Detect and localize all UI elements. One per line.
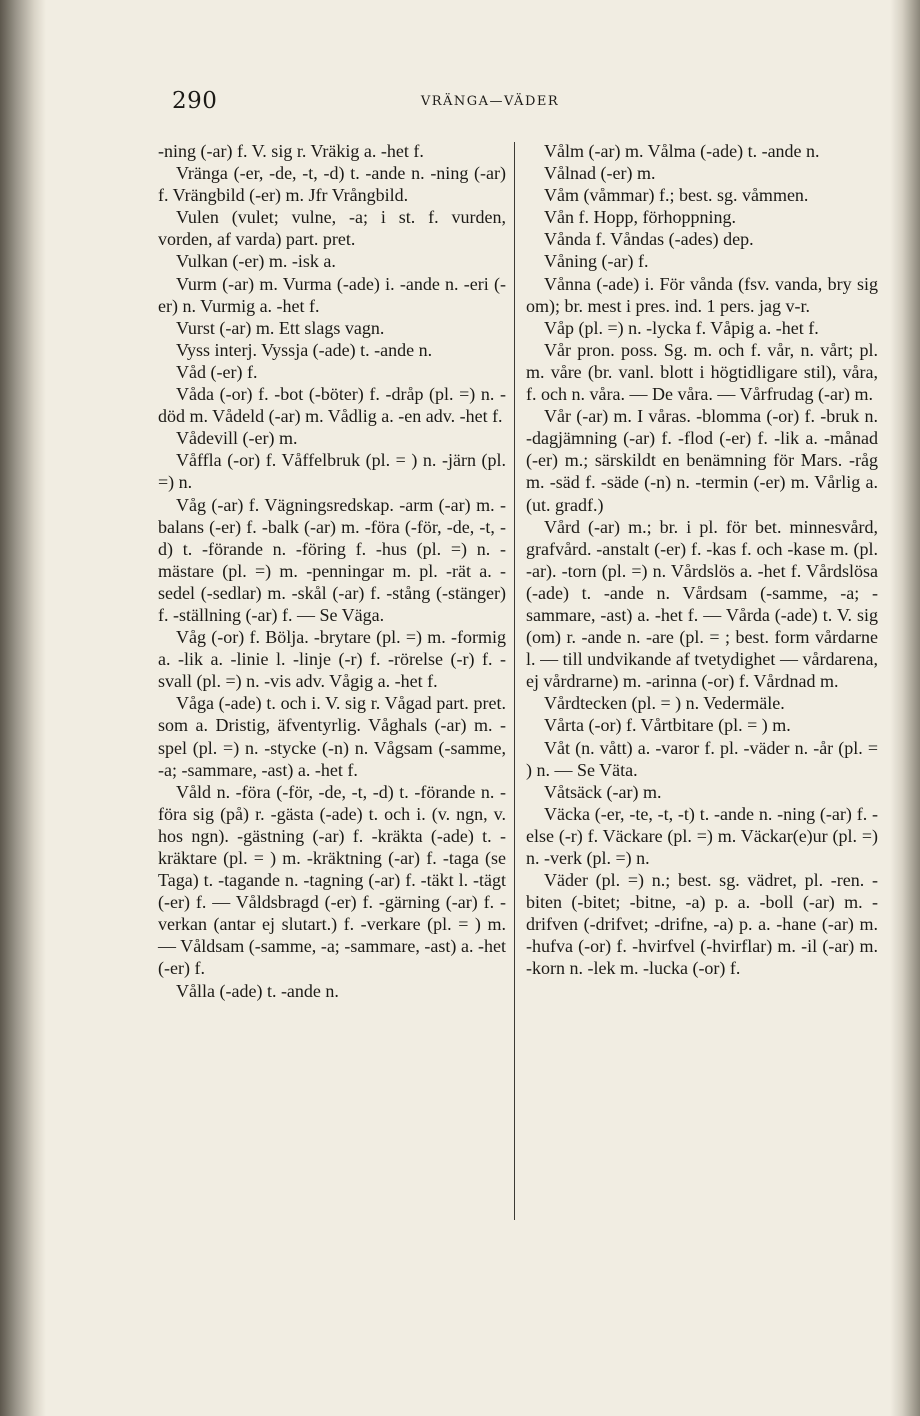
dictionary-entry: Våm (våmmar) f.; best. sg. våmmen.: [544, 185, 809, 206]
dictionary-entry: Vår (-ar) m. I våras. -blomma (-or) f. -bruk n. -dagjämning (-ar) f. -flod (-er) f. -lik a. -månad (-er) m.; särskildt en benämning för Mars. -råg m. -säd f. -säde (-n) n. -termin (-er) m. Vårlig a. (ut. gradf.): [526, 406, 878, 515]
dictionary-entry: -ning (-ar) f. V. sig r. Vräkig a. -het f.: [158, 141, 424, 161]
dictionary-entry: Vånna (-ade) i. För vånda (fsv. vanda, bry sig om); br. mest i pres. ind. 1 pers. jag v-r.: [526, 273, 878, 316]
dictionary-entry: Våga (-ade) t. och i. V. sig r. Vågad part. pret. som a. Dristig, äfventyrlig. Våghals (-ar) m. -spel (pl. =) n. -stycke (-n) n. Vågsam (-samme, -a; -sammare, -ast) a. -het f.: [158, 693, 506, 780]
dictionary-entry: Vulen (vulet; vulne, -a; i st. f. vurden, vorden, af varda) part. pret.: [158, 207, 506, 250]
dictionary-entry: Vårta (-or) f. Vårtbitare (pl. = ) m.: [544, 715, 791, 736]
dictionary-entry: Vård (-ar) m.; br. i pl. för bet. minnesvård, grafvård. -anstalt (-er) f. -kas f. och -kase m. (pl. -ar). -torn (pl. =) n. Vårdslös a. -het f. Vårdslösa (-ade) t. -ande n. Vårdsam (-samme, -a; -sammare, -ast) a. -het f. — Vårda (-ade) t. V. sig (om) r. -ande n. -are (pl. = ; best. form vårdarne l. — till undvikande af tvetydighet — vårdarena, ej vårdrarne) m. -arinna (-or) f. Vårdnad m.: [526, 516, 878, 692]
dictionary-entry: Vålnad (-er) m.: [544, 163, 656, 184]
dictionary-entry: Vyss interj. Vyssja (-ade) t. -ande n.: [176, 339, 433, 360]
right-column: [526, 140, 878, 980]
dictionary-entry: Väcka (-er, -te, -t, -t) t. -ande n. -ning (-ar) f. -else (-r) f. Väckare (pl. =) m. Väckar(e)ur (pl. =) n. -verk (pl. =) n.: [526, 803, 878, 868]
dictionary-entry: Våffla (-or) f. Våffelbruk (pl. = ) n. -järn (pl. =) n.: [158, 450, 506, 493]
dictionary-entry: Våd (-er) f.: [176, 361, 258, 382]
dictionary-entry: Vålm (-ar) m. Vålma (-ade) t. -ande n.: [544, 141, 820, 161]
dictionary-entry: Vårdtecken (pl. = ) n. Vedermäle.: [544, 693, 785, 714]
dictionary-entry: Våda (-or) f. -bot (-böter) f. -dråp (pl. =) n. -död m. Vådeld (-ar) m. Vådlig a. -en adv. -het f.: [158, 384, 506, 427]
dictionary-entry: Våg (-or) f. Bölja. -brytare (pl. =) m. -formig a. -lik a. -linie l. -linje (-r) f. -rörelse (-r) f. -svall (pl. =) n. -vis adv. Vågig a. -het f.: [158, 627, 506, 692]
page-number: 290: [172, 88, 218, 114]
running-head: VRÄNGA—VÄDER: [420, 94, 560, 109]
dictionary-entry: Våtsäck (-ar) m.: [544, 781, 662, 802]
scan-edge-right: [890, 0, 920, 1416]
dictionary-entry: Våld n. -föra (-för, -de, -t, -d) t. -förande n. -föra sig (på) r. -gästa (-ade) t. och i. (v. ngn, v. hos ngn). -gästning (-ar) f. -kräkta (-ade) t. -kräktare (pl. = ) m. -kräktning (-ar) f. -taga (se Taga) t. -tagande n. -tagning (-ar) f. -täkt l. -tägt (-er) f. — Våldsbragd (-er) f. -gärning (-ar) f. -verkan (antar ej slutart.) f. -verkare (pl. = ) m. — Våldsam (-samme, -a; -sammare, -ast) a. -het (-er) f.: [158, 781, 506, 979]
dictionary-entry: Vulkan (-er) m. -isk a.: [176, 251, 336, 272]
dictionary-entry: Våt (n. vått) a. -varor f. pl. -väder n. -år (pl. = ) n. — Se Väta.: [526, 737, 878, 780]
dictionary-entry: Vådevill (-er) m.: [176, 428, 298, 449]
dictionary-entry: Väder (pl. =) n.; best. sg. vädret, pl. -ren. -biten (-bitet; -bitne, -a) p. a. -boll (-ar) m. -drifven (-drifvet; -drifne, -a) p. a. -hane (-ar) m. -hufva (-or) f. -hvirfvel (-hvirflar) m. -il (-ar) m. -korn n. -lek m. -lucka (-or) f.: [526, 870, 878, 979]
column-divider: [514, 142, 515, 1220]
dictionary-entry: Vånda f. Våndas (-ades) dep.: [544, 229, 754, 250]
left-column: [158, 140, 506, 1002]
dictionary-entry: Vår pron. poss. Sg. m. och f. vår, n. vårt; pl. m. våre (br. vanl. blott i högtidligare stil), våra, f. och n. våra. — De våra. — Vårfrudag (-ar) m.: [526, 339, 878, 405]
dictionary-entry: Våning (-ar) f.: [544, 251, 649, 272]
dictionary-entry: Vån f. Hopp, förhoppning.: [544, 207, 736, 228]
scan-edge-left: [0, 0, 46, 1416]
dictionary-entry: Vurst (-ar) m. Ett slags vagn.: [176, 317, 385, 338]
dictionary-entry: Vurm (-ar) m. Vurma (-ade) i. -ande n. -eri (-er) n. Vurmig a. -het f.: [158, 273, 506, 316]
dictionary-entry: Vålla (-ade) t. -ande n.: [176, 980, 339, 1001]
dictionary-entry: Våp (pl. =) n. -lycka f. Våpig a. -het f.: [544, 317, 819, 338]
dictionary-entry: Våg (-ar) f. Vägningsredskap. -arm (-ar) m. -balans (-er) f. -balk (-ar) m. -föra (-för, -de, -t, -d) t. -förande n. -föring f. -hus (pl. =) n. -mästare (pl. =) m. -penningar m. pl. -rät a. -sedel (-sedlar) m. -skål (-ar) f. -stång (-stänger) f. -ställning (-ar) f. — Se Väga.: [158, 494, 506, 625]
dictionary-entry: Vränga (-er, -de, -t, -d) t. -ande n. -ning (-ar) f. Vrängbild (-er) m. Jfr Vrångbild.: [158, 163, 506, 206]
